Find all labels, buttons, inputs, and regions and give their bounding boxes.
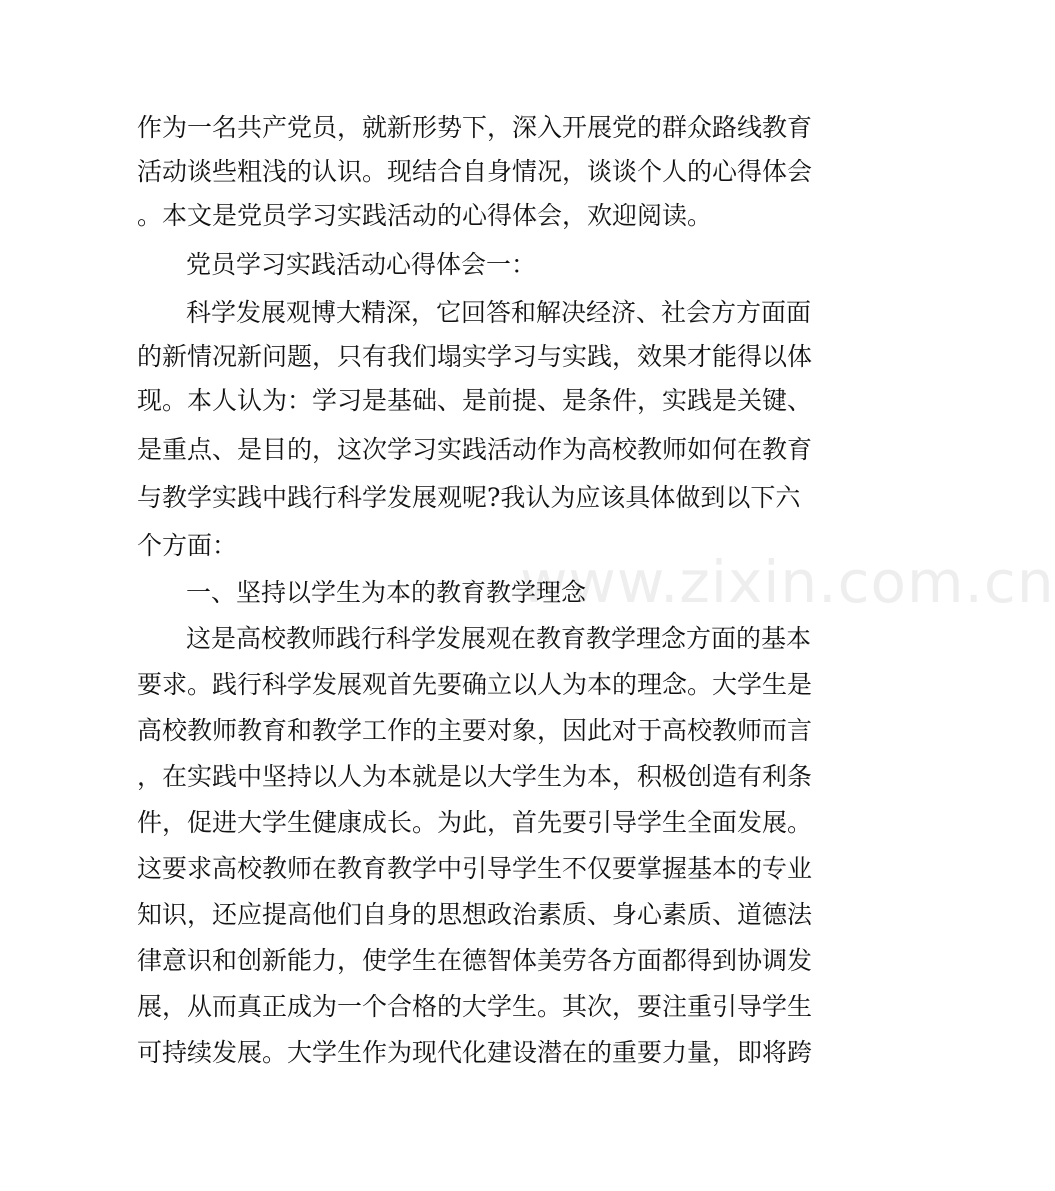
paragraph-line: 。本文是党员学习实践活动的心得体会，欢迎阅读。 (137, 201, 713, 230)
paragraph-line: 科学发展观博大精深，它回答和解决经济、社会方方面面 (186, 298, 812, 327)
paragraph-line: 活动谈些粗浅的认识。现结合自身情况，谈谈个人的心得体会 (137, 157, 813, 186)
paragraph-line: 可持续发展。大学生作为现代化建设潜在的重要力量，即将跨 (137, 1038, 813, 1067)
paragraph-line: 的新情况新问题，只有我们塌实学习与实践，效果才能得以体 (137, 342, 813, 371)
paragraph-line: 是重点、是目的，这次学习实践活动作为高校教师如何在教育 (137, 435, 813, 464)
watermark: www.zixin.com.cn (520, 548, 1055, 616)
paragraph-line: 这要求高校教师在教育教学中引导学生不仅要掌握基本的专业 (137, 854, 813, 883)
paragraph-line: 高校教师教育和教学工作的主要对象，因此对于高校教师而言 (137, 716, 813, 745)
paragraph-line: 与教学实践中践行科学发展观呢?我认为应该具体做到以下六 (137, 483, 801, 512)
paragraph-line: 知识，还应提高他们自身的思想政治素质、身心素质、道德法 (137, 900, 813, 929)
paragraph-line: 要求。践行科学发展观首先要确立以人为本的理念。大学生是 (137, 670, 813, 699)
section-heading: 党员学习实践活动心得体会一： (186, 250, 537, 279)
paragraph-line: ，在实践中坚持以人为本就是以大学生为本，积极创造有利条 (137, 762, 813, 791)
paragraph-line: 现。本人认为：学习是基础、是前提、是条件，实践是关键、 (137, 386, 813, 415)
paragraph-line: 作为一名共产党员，就新形势下，深入开展党的群众路线教育 (137, 113, 813, 142)
paragraph-line: 个方面： (137, 531, 238, 560)
paragraph-line: 这是高校教师践行科学发展观在教育教学理念方面的基本 (186, 624, 812, 653)
section-heading: 一、坚持以学生为本的教育教学理念 (186, 578, 587, 607)
paragraph-line: 律意识和创新能力，使学生在德智体美劳各方面都得到协调发 (137, 946, 813, 975)
paragraph-line: 展，从而真正成为一个合格的大学生。其次，要注重引导学生 (137, 992, 813, 1021)
paragraph-line: 件，促进大学生健康成长。为此，首先要引导学生全面发展。 (137, 808, 813, 837)
